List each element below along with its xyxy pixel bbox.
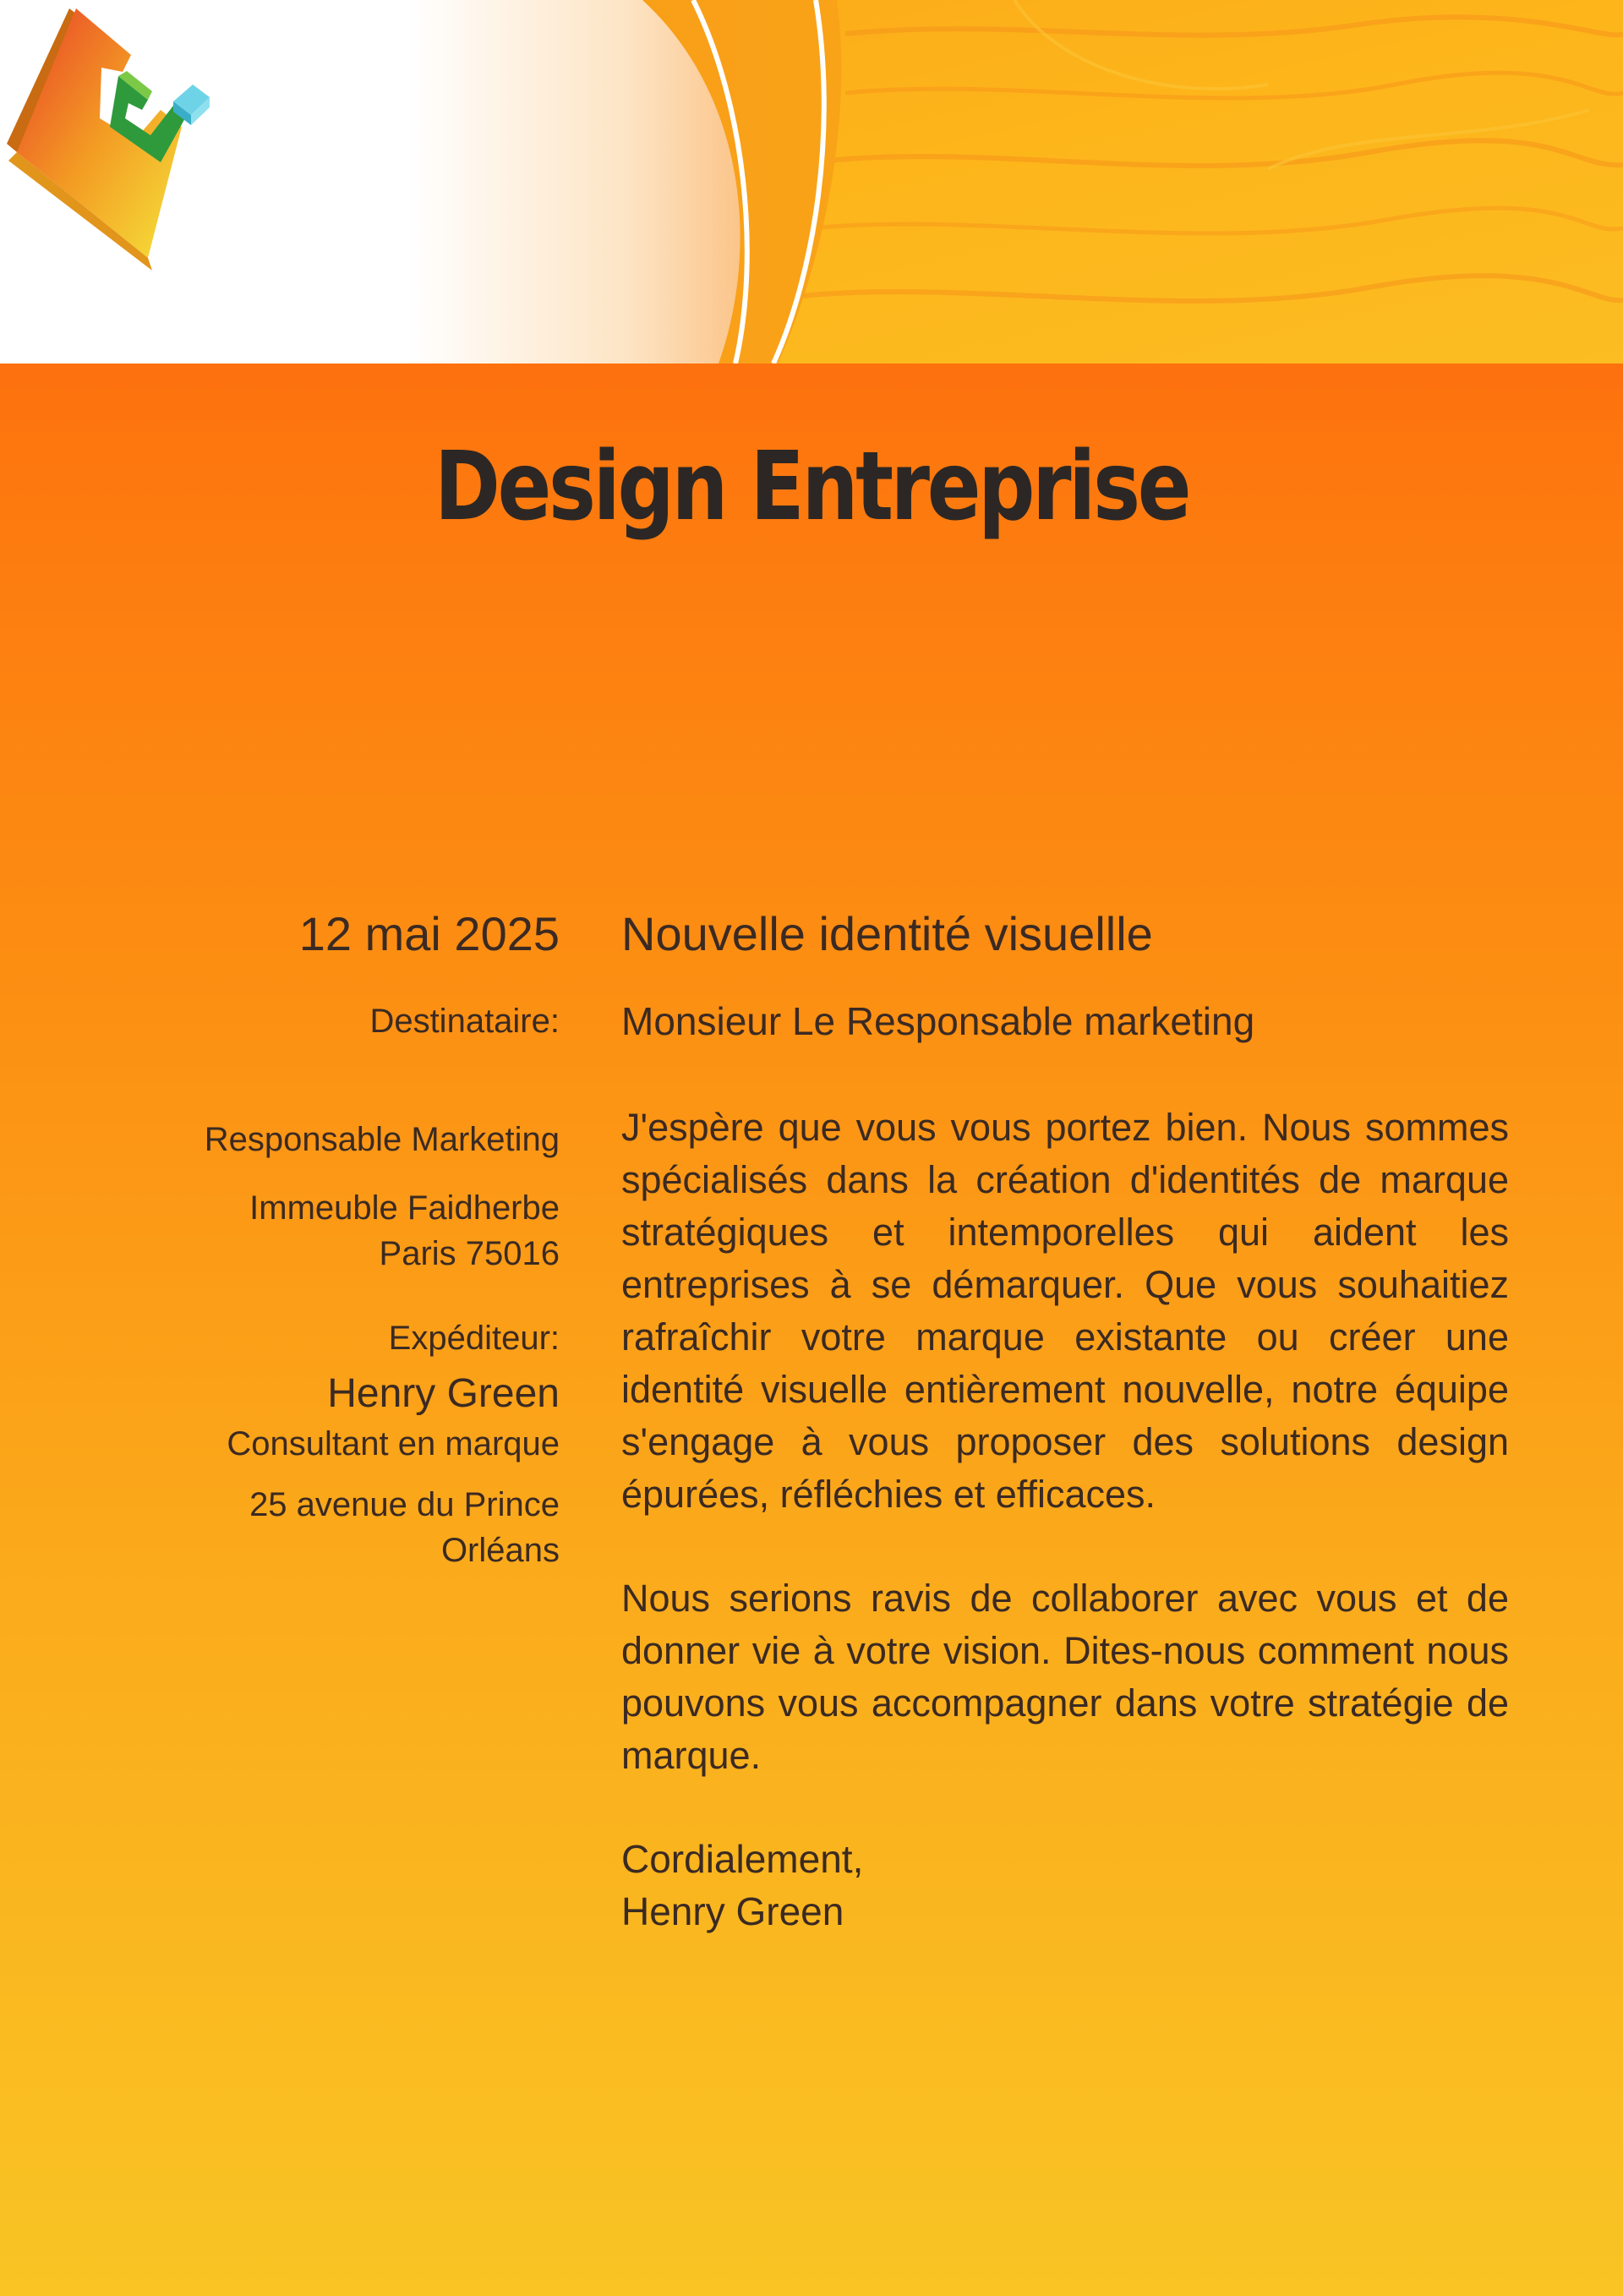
closing-phrase: Cordialement, — [621, 1837, 864, 1881]
recipient-address-line: Paris 75016 — [379, 1235, 560, 1272]
sender-name: Henry Green — [327, 1371, 560, 1416]
body-paragraph: J'espère que vous vous portez bien. Nous sommes spécialisés dans la création d'identités de marque stratégiques et intemporelles qui aident les entreprises à se démarquer. Que vous souhaitiez rafraîchir votre marque existante ou créer une identité visuelle entièrement nouvelle, notre équipe s'engage à vous proposer des solutions design épurées, réfléchies et efficaces. — [621, 1106, 1509, 1516]
letter-subject: Nouvelle identité visuellle — [621, 907, 1153, 960]
recipient-role: Responsable Marketing — [204, 1121, 560, 1158]
company-logo-icon — [0, 0, 228, 271]
recipient-address — [135, 1185, 560, 1276]
sender-address-line: Orléans — [440, 1532, 560, 1569]
signature-name: Henry Green — [621, 1889, 844, 1933]
sender-label: Expéditeur: — [388, 1320, 560, 1357]
header-swoosh-graphic — [0, 0, 1623, 364]
recipient-address-line: Immeuble Faidherbe — [249, 1189, 560, 1227]
sender-address — [135, 1482, 560, 1573]
body-paragraph: Nous serions ravis de collaborer avec vous et de donner vie à votre vision. Dites-nous comment nous pouvons vous accompagner dans votre stratégie de marque. — [621, 1577, 1509, 1777]
sender-title: Consultant en marque — [227, 1425, 560, 1462]
recipient-label: Destinataire: — [369, 1003, 560, 1040]
sender-address-line: 25 avenue du Prince — [249, 1486, 560, 1523]
letter-salutation: Monsieur Le Responsable marketing — [621, 999, 1255, 1043]
header-banner — [0, 0, 1623, 364]
letter-date: 12 mai 2025 — [298, 907, 560, 960]
document-title: Design Entreprise — [434, 432, 1189, 542]
letter-closing — [621, 1833, 1509, 1938]
